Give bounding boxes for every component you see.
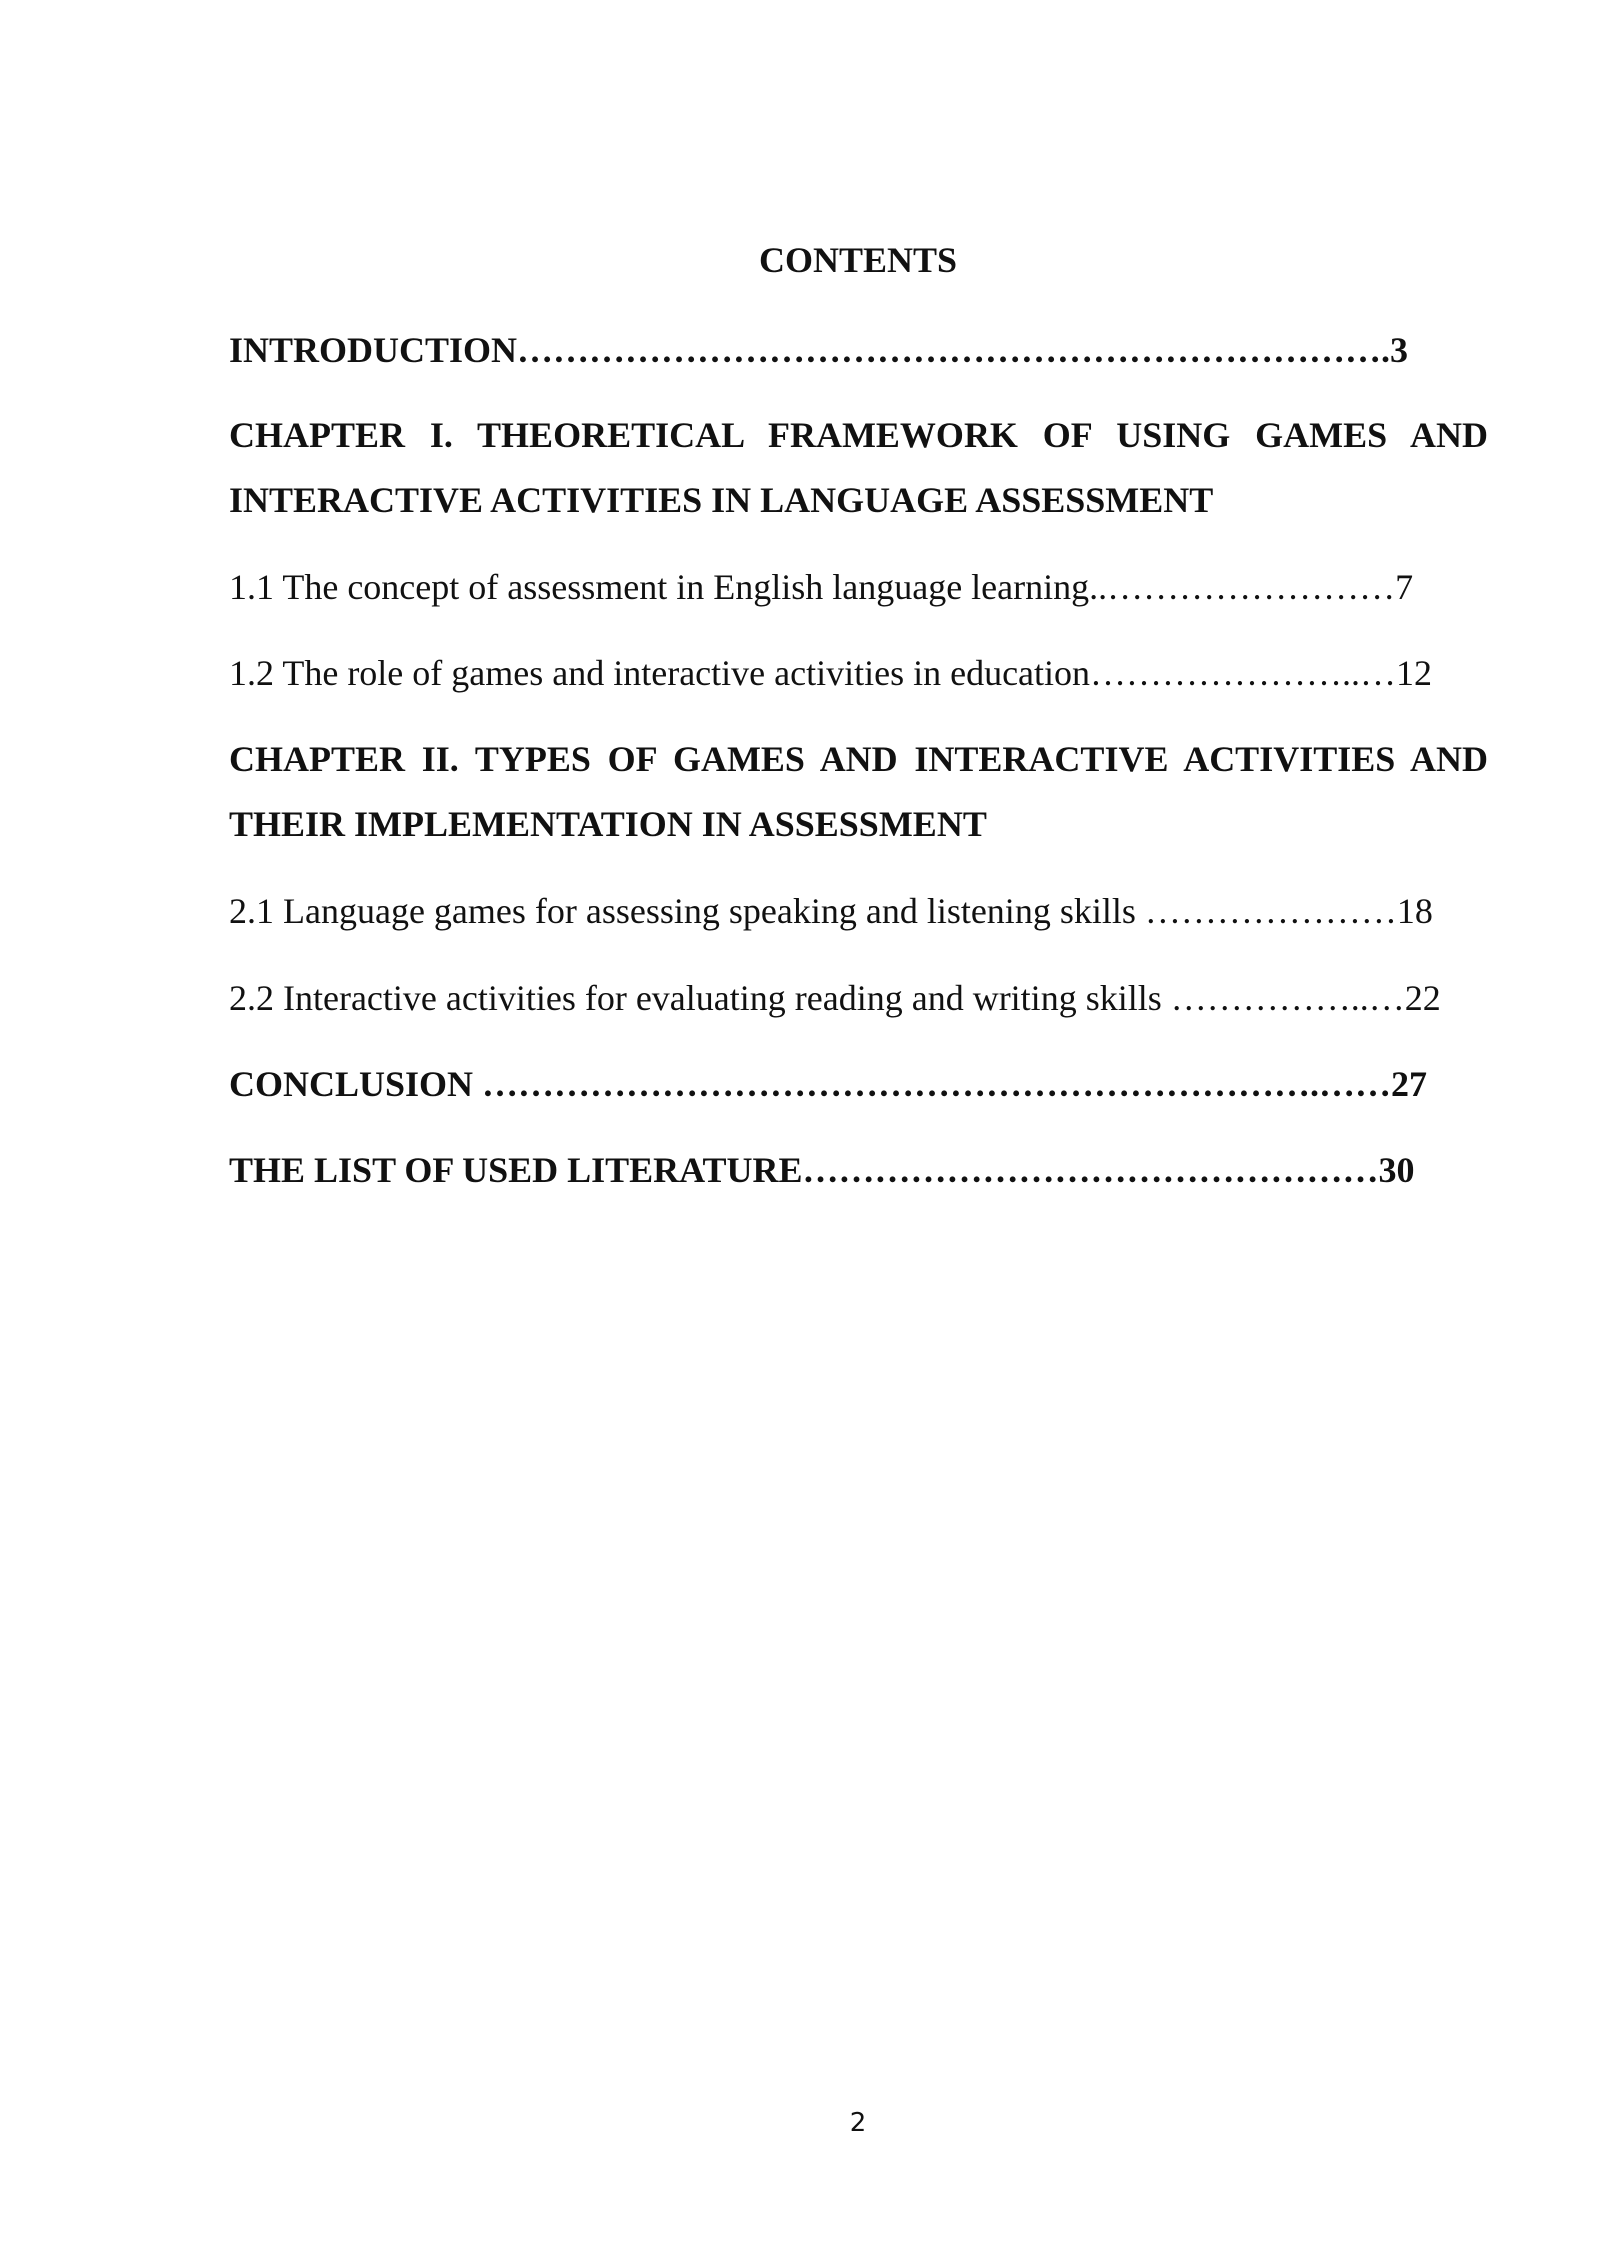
toc-entry-literature: THE LIST OF USED LITERATURE…………………………………………30 <box>229 1150 1415 1190</box>
chapter-2-title-line-2: THEIR IMPLEMENTATION IN ASSESSMENT <box>229 804 987 844</box>
toc-entry-1-2: 1.2 The role of games and interactive activities in education…………………..…12 <box>229 653 1433 693</box>
chapter-1-title-line-1: CHAPTER I. THEORETICAL FRAMEWORK OF USING GAMES AND <box>229 415 1488 455</box>
page-number: 2 <box>849 2108 867 2138</box>
toc-entry-2-1: 2.1 Language games for assessing speaking and listening skills …………………18 <box>229 891 1433 931</box>
toc-chapter-2-title <box>229 727 1488 857</box>
toc-entry-conclusion: CONCLUSION …………………………………………………………….……27 <box>229 1064 1428 1104</box>
chapter-2-title-line-1: CHAPTER II. TYPES OF GAMES AND INTERACTIVE ACTIVITIES AND <box>229 739 1488 779</box>
contents-heading: CONTENTS <box>758 240 958 280</box>
toc-entry-1-1: 1.1 The concept of assessment in English language learning..……………………7 <box>229 567 1414 607</box>
toc-entry-2-2: 2.2 Interactive activities for evaluating reading and writing skills ……………..…22 <box>229 978 1441 1018</box>
toc-chapter-1-title <box>229 403 1488 533</box>
toc-entry-introduction: INTRODUCTION……………………………………………………………….3 <box>229 330 1409 370</box>
chapter-1-title-line-2: INTERACTIVE ACTIVITIES IN LANGUAGE ASSESSMENT <box>229 480 1214 520</box>
